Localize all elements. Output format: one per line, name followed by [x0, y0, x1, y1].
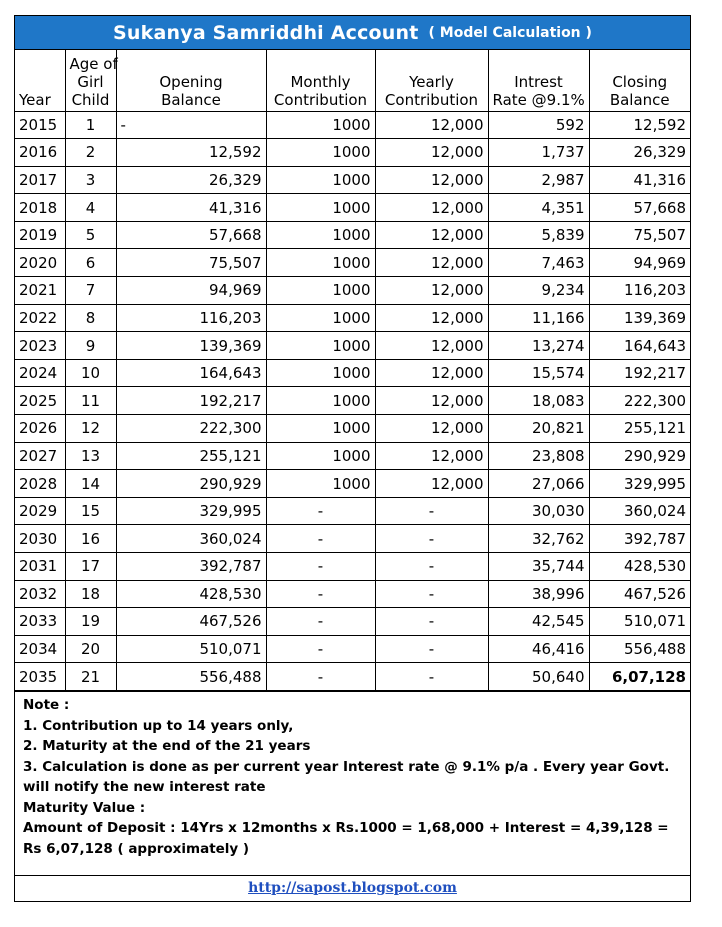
- cell-age: 9: [65, 332, 116, 360]
- cell-closing-balance: 75,507: [589, 221, 690, 249]
- cell-closing-balance: 329,995: [589, 470, 690, 498]
- cell-yearly-contribution: 12,000: [375, 470, 488, 498]
- table-row: [15, 608, 690, 636]
- cell-opening-balance: 41,316: [116, 194, 266, 222]
- cell-year: 2018: [15, 194, 65, 222]
- cell-year: 2033: [15, 608, 65, 636]
- cell-year: 2019: [15, 221, 65, 249]
- cell-year: 2025: [15, 387, 65, 415]
- cell-interest: 20,821: [488, 415, 589, 443]
- cell-closing-balance: 41,316: [589, 166, 690, 194]
- cell-interest: 46,416: [488, 635, 589, 663]
- cell-closing-balance: 255,121: [589, 415, 690, 443]
- cell-opening-balance: 139,369: [116, 332, 266, 360]
- table-row: [15, 111, 690, 139]
- cell-closing-balance: 139,369: [589, 304, 690, 332]
- cell-interest: 50,640: [488, 663, 589, 691]
- cell-age: 15: [65, 497, 116, 525]
- table-row: [15, 277, 690, 305]
- cell-closing-balance: 57,668: [589, 194, 690, 222]
- cell-age: 16: [65, 525, 116, 553]
- cell-yearly-contribution: -: [375, 580, 488, 608]
- cell-interest: 592: [488, 111, 589, 139]
- cell-monthly-contribution: -: [266, 553, 375, 581]
- cell-year: 2024: [15, 359, 65, 387]
- cell-age: 21: [65, 663, 116, 691]
- cell-interest: 18,083: [488, 387, 589, 415]
- cell-opening-balance: 222,300: [116, 415, 266, 443]
- cell-opening-balance: 290,929: [116, 470, 266, 498]
- cell-opening-balance: 360,024: [116, 525, 266, 553]
- cell-yearly-contribution: -: [375, 635, 488, 663]
- header-closing-balance: Closing Balance: [589, 50, 690, 111]
- cell-interest: 5,839: [488, 221, 589, 249]
- cell-yearly-contribution: 12,000: [375, 111, 488, 139]
- cell-year: 2020: [15, 249, 65, 277]
- cell-opening-balance: 116,203: [116, 304, 266, 332]
- table-row: [15, 635, 690, 663]
- header-age: Age of Girl Child: [65, 50, 116, 111]
- cell-year: 2027: [15, 442, 65, 470]
- cell-opening-balance: 428,530: [116, 580, 266, 608]
- cell-yearly-contribution: -: [375, 553, 488, 581]
- cell-monthly-contribution: -: [266, 635, 375, 663]
- cell-closing-balance: 392,787: [589, 525, 690, 553]
- table-row: [15, 497, 690, 525]
- cell-closing-balance: 360,024: [589, 497, 690, 525]
- cell-year: 2035: [15, 663, 65, 691]
- cell-yearly-contribution: 12,000: [375, 304, 488, 332]
- table-row: [15, 249, 690, 277]
- cell-year: 2023: [15, 332, 65, 360]
- cell-year: 2016: [15, 139, 65, 167]
- cell-monthly-contribution: -: [266, 497, 375, 525]
- cell-interest: 7,463: [488, 249, 589, 277]
- note-line-3: 3. Calculation is done as per current year Interest rate @ 9.1% p/a . Every year Govt. will notify the new interest rate: [23, 758, 670, 795]
- cell-closing-balance: 467,526: [589, 580, 690, 608]
- cell-age: 7: [65, 277, 116, 305]
- header-yearly-contribution: Yearly Contribution: [375, 50, 488, 111]
- cell-closing-balance: 164,643: [589, 332, 690, 360]
- cell-age: 14: [65, 470, 116, 498]
- sheet-subtitle: ( Model Calculation ): [428, 24, 592, 41]
- cell-monthly-contribution: 1000: [266, 387, 375, 415]
- cell-year: 2028: [15, 470, 65, 498]
- cell-year: 2029: [15, 497, 65, 525]
- cell-monthly-contribution: 1000: [266, 304, 375, 332]
- header-interest-rate: Intrest Rate @9.1%: [488, 50, 589, 111]
- cell-year: 2021: [15, 277, 65, 305]
- cell-opening-balance: 94,969: [116, 277, 266, 305]
- cell-age: 12: [65, 415, 116, 443]
- table-row: [15, 194, 690, 222]
- cell-opening-balance: 556,488: [116, 663, 266, 691]
- cell-year: 2030: [15, 525, 65, 553]
- cell-age: 17: [65, 553, 116, 581]
- cell-closing-balance: 222,300: [589, 387, 690, 415]
- table-row: [15, 304, 690, 332]
- cell-opening-balance: 255,121: [116, 442, 266, 470]
- cell-opening-balance: 329,995: [116, 497, 266, 525]
- cell-age: 20: [65, 635, 116, 663]
- table-row: [15, 525, 690, 553]
- cell-year: 2017: [15, 166, 65, 194]
- cell-monthly-contribution: 1000: [266, 249, 375, 277]
- sheet-title: Sukanya Samriddhi Account: [113, 21, 419, 44]
- cell-interest: 11,166: [488, 304, 589, 332]
- cell-age: 1: [65, 111, 116, 139]
- cell-year: 2022: [15, 304, 65, 332]
- cell-monthly-contribution: 1000: [266, 111, 375, 139]
- cell-yearly-contribution: -: [375, 608, 488, 636]
- cell-closing-balance: 192,217: [589, 359, 690, 387]
- calculation-sheet: [14, 15, 691, 902]
- cell-age: 8: [65, 304, 116, 332]
- table-row: [15, 442, 690, 470]
- cell-interest: 38,996: [488, 580, 589, 608]
- cell-age: 4: [65, 194, 116, 222]
- cell-interest: 4,351: [488, 194, 589, 222]
- cell-interest: 15,574: [488, 359, 589, 387]
- cell-yearly-contribution: 12,000: [375, 332, 488, 360]
- cell-year: 2034: [15, 635, 65, 663]
- table-row: [15, 580, 690, 608]
- cell-opening-balance: 26,329: [116, 166, 266, 194]
- header-year: Year: [15, 50, 65, 111]
- cell-closing-balance: 12,592: [589, 111, 690, 139]
- cell-age: 11: [65, 387, 116, 415]
- cell-age: 13: [65, 442, 116, 470]
- cell-opening-balance: 164,643: [116, 359, 266, 387]
- cell-monthly-contribution: 1000: [266, 332, 375, 360]
- cell-interest: 1,737: [488, 139, 589, 167]
- table-header-row: [15, 50, 690, 111]
- cell-age: 3: [65, 166, 116, 194]
- cell-monthly-contribution: -: [266, 663, 375, 691]
- cell-monthly-contribution: 1000: [266, 470, 375, 498]
- cell-closing-balance: 290,929: [589, 442, 690, 470]
- cell-monthly-contribution: 1000: [266, 139, 375, 167]
- cell-interest: 9,234: [488, 277, 589, 305]
- cell-year: 2015: [15, 111, 65, 139]
- cell-monthly-contribution: 1000: [266, 442, 375, 470]
- table-row: [15, 221, 690, 249]
- header-monthly-contribution: Monthly Contribution: [266, 50, 375, 111]
- cell-yearly-contribution: 12,000: [375, 221, 488, 249]
- cell-opening-balance: 467,526: [116, 608, 266, 636]
- cell-interest: 23,808: [488, 442, 589, 470]
- table-row: [15, 139, 690, 167]
- cell-age: 10: [65, 359, 116, 387]
- footer: [15, 875, 690, 901]
- cell-yearly-contribution: 12,000: [375, 166, 488, 194]
- cell-opening-balance: 392,787: [116, 553, 266, 581]
- notes-heading: Note :: [23, 697, 70, 713]
- cell-interest: 2,987: [488, 166, 589, 194]
- cell-monthly-contribution: -: [266, 608, 375, 636]
- cell-yearly-contribution: 12,000: [375, 139, 488, 167]
- cell-yearly-contribution: 12,000: [375, 249, 488, 277]
- cell-monthly-contribution: -: [266, 525, 375, 553]
- cell-interest: 32,762: [488, 525, 589, 553]
- cell-monthly-contribution: 1000: [266, 415, 375, 443]
- cell-yearly-contribution: -: [375, 497, 488, 525]
- maturity-heading: Maturity Value :: [23, 799, 146, 816]
- blog-link[interactable]: http://sapost.blogspot.com: [248, 880, 457, 896]
- cell-opening-balance: 75,507: [116, 249, 266, 277]
- cell-year: 2032: [15, 580, 65, 608]
- table-row: [15, 663, 690, 691]
- cell-yearly-contribution: 12,000: [375, 442, 488, 470]
- cell-interest: 30,030: [488, 497, 589, 525]
- table-row: [15, 415, 690, 443]
- cell-closing-balance: 94,969: [589, 249, 690, 277]
- cell-closing-balance: 428,530: [589, 553, 690, 581]
- table-row: [15, 166, 690, 194]
- note-line-2: 2. Maturity at the end of the 21 years: [23, 738, 311, 754]
- title-bar: [15, 16, 690, 50]
- cell-opening-balance: 192,217: [116, 387, 266, 415]
- cell-monthly-contribution: 1000: [266, 221, 375, 249]
- notes-section: [15, 691, 690, 875]
- cell-year: 2026: [15, 415, 65, 443]
- cell-monthly-contribution: 1000: [266, 359, 375, 387]
- table-row: [15, 387, 690, 415]
- cell-yearly-contribution: -: [375, 525, 488, 553]
- calculation-table: [15, 50, 690, 691]
- cell-closing-balance: 116,203: [589, 277, 690, 305]
- cell-monthly-contribution: -: [266, 580, 375, 608]
- note-line-1: 1. Contribution up to 14 years only,: [23, 717, 294, 734]
- cell-age: 18: [65, 580, 116, 608]
- cell-age: 2: [65, 139, 116, 167]
- table-row: [15, 332, 690, 360]
- cell-yearly-contribution: -: [375, 663, 488, 691]
- cell-interest: 27,066: [488, 470, 589, 498]
- cell-age: 5: [65, 221, 116, 249]
- cell-yearly-contribution: 12,000: [375, 277, 488, 305]
- header-opening-balance: Opening Balance: [116, 50, 266, 111]
- cell-closing-balance: 510,071: [589, 608, 690, 636]
- cell-monthly-contribution: 1000: [266, 277, 375, 305]
- cell-yearly-contribution: 12,000: [375, 387, 488, 415]
- cell-yearly-contribution: 12,000: [375, 359, 488, 387]
- cell-year: 2031: [15, 553, 65, 581]
- cell-interest: 42,545: [488, 608, 589, 636]
- cell-opening-balance: 57,668: [116, 221, 266, 249]
- cell-age: 6: [65, 249, 116, 277]
- table-row: [15, 470, 690, 498]
- table-row: [15, 553, 690, 581]
- cell-age: 19: [65, 608, 116, 636]
- table-row: [15, 359, 690, 387]
- cell-monthly-contribution: 1000: [266, 166, 375, 194]
- cell-opening-balance: 510,071: [116, 635, 266, 663]
- maturity-detail: Amount of Deposit : 14Yrs x 12months x Rs.1000 = 1,68,000 + Interest = 4,39,128 = Rs 6,07,128 ( approximately ): [23, 820, 669, 857]
- cell-yearly-contribution: 12,000: [375, 415, 488, 443]
- cell-interest: 13,274: [488, 332, 589, 360]
- cell-closing-balance: 556,488: [589, 635, 690, 663]
- cell-yearly-contribution: 12,000: [375, 194, 488, 222]
- cell-closing-balance: 6,07,128: [589, 663, 690, 691]
- cell-opening-balance: -: [116, 111, 266, 139]
- cell-monthly-contribution: 1000: [266, 194, 375, 222]
- cell-closing-balance: 26,329: [589, 139, 690, 167]
- cell-interest: 35,744: [488, 553, 589, 581]
- cell-opening-balance: 12,592: [116, 139, 266, 167]
